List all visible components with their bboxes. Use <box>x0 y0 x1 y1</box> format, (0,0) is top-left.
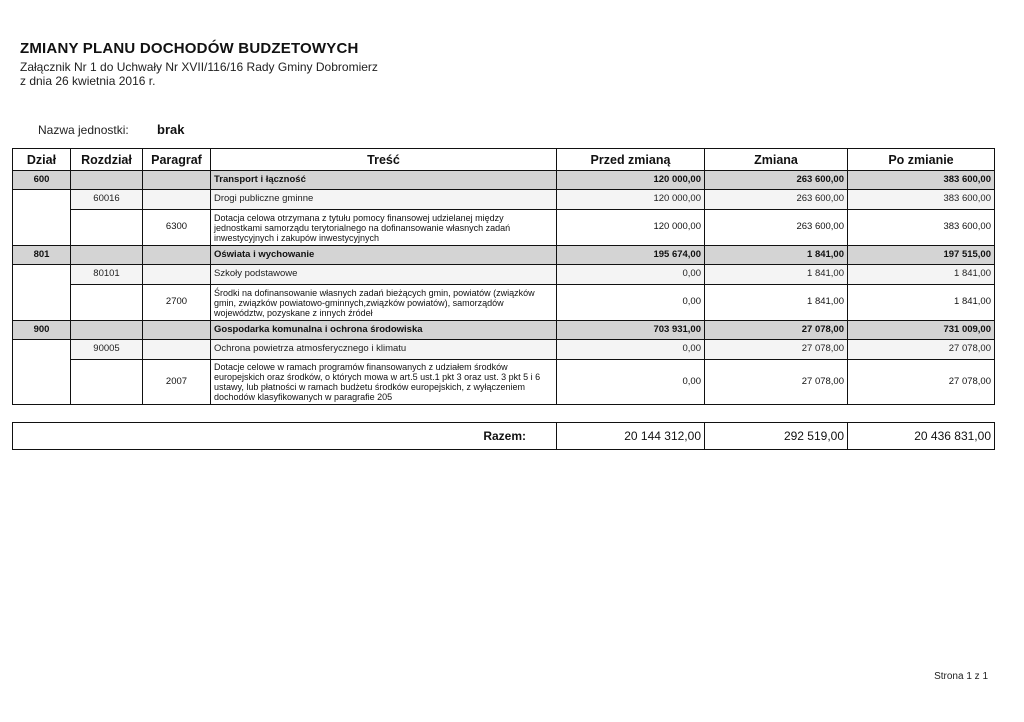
cell-zmiana: 1 841,00 <box>705 265 848 285</box>
cell-paragraf: 2700 <box>143 285 211 321</box>
document-header <box>20 40 378 88</box>
table-row-rozdzial <box>13 340 995 360</box>
cell-paragraf: 6300 <box>143 210 211 246</box>
cell-zmiana: 27 078,00 <box>705 340 848 360</box>
table-row-paragraf <box>13 285 995 321</box>
cell-zmiana: 1 841,00 <box>705 285 848 321</box>
cell-paragraf: 2007 <box>143 360 211 405</box>
cell-przed: 120 000,00 <box>557 210 705 246</box>
col-header-po: Po zmianie <box>848 149 995 171</box>
cell-zmiana: 263 600,00 <box>705 210 848 246</box>
document-title: ZMIANY PLANU DOCHODÓW BUDZETOWYCH <box>20 40 359 57</box>
cell-przed: 0,00 <box>557 285 705 321</box>
cell-dzial: 801 <box>13 246 71 265</box>
table-row-paragraf <box>13 210 995 246</box>
cell-po: 1 841,00 <box>848 285 995 321</box>
cell-zmiana: 27 078,00 <box>705 360 848 405</box>
cell-przed: 120 000,00 <box>557 171 705 190</box>
cell-przed: 0,00 <box>557 265 705 285</box>
document-subtitle-resolution: Załącznik Nr 1 do Uchwały Nr XVII/116/16 Rady Gminy Dobromierz <box>20 60 378 74</box>
col-header-zmiana: Zmiana <box>705 149 848 171</box>
cell-po: 1 841,00 <box>848 265 995 285</box>
cell-przed: 120 000,00 <box>557 190 705 210</box>
table-row-rozdzial <box>13 265 995 285</box>
cell-zmiana: 263 600,00 <box>705 190 848 210</box>
cell-po: 383 600,00 <box>848 171 995 190</box>
total-zmiana: 292 519,00 <box>705 423 848 450</box>
cell-tresc: Transport i łączność <box>211 171 557 190</box>
col-header-tresc: Treść <box>211 149 557 171</box>
cell-przed: 703 931,00 <box>557 321 705 340</box>
col-header-dzial: Dział <box>13 149 71 171</box>
cell-dzial: 900 <box>13 321 71 340</box>
cell-przed: 0,00 <box>557 360 705 405</box>
cell-rozdzial: 60016 <box>71 190 143 210</box>
cell-po: 27 078,00 <box>848 340 995 360</box>
table-row-dzial <box>13 171 995 190</box>
cell-tresc: Dotacje celowe w ramach programów finansowanych z udziałem środków europejskich oraz środków, o których mowa w art.5 ust.1 pkt 3 oraz ust. 3 pkt 5 i 6 ustawy, lub płatności w ramach budżetu środków europejskich, z wyłączeniem dochodów klasyfikowanych w paragrafie 205 <box>211 360 557 405</box>
cell-tresc: Gospodarka komunalna i ochrona środowiska <box>211 321 557 340</box>
cell-tresc: Środki na dofinansowanie własnych zadań bieżących gmin, powiatów (związków gmin, związków powiatowo-gminnych,związków powiatów), samorządów województw, pozyskane z innych źródeł <box>211 285 557 321</box>
cell-rozdzial: 80101 <box>71 265 143 285</box>
total-table <box>12 422 995 450</box>
col-header-paragraf: Paragraf <box>143 149 211 171</box>
cell-zmiana: 263 600,00 <box>705 171 848 190</box>
total-przed: 20 144 312,00 <box>557 423 705 450</box>
table-header-row <box>13 149 995 171</box>
table-row-dzial <box>13 246 995 265</box>
cell-po: 383 600,00 <box>848 210 995 246</box>
col-header-przed: Przed zmianą <box>557 149 705 171</box>
cell-po: 197 515,00 <box>848 246 995 265</box>
cell-po: 731 009,00 <box>848 321 995 340</box>
unit-label: Nazwa jednostki: <box>38 123 129 137</box>
unit-value: brak <box>157 122 185 137</box>
page-number: Strona 1 z 1 <box>934 671 988 682</box>
table-row-paragraf <box>13 360 995 405</box>
document-subtitle-date: z dnia 26 kwietnia 2016 r. <box>20 74 156 88</box>
cell-tresc: Szkoły podstawowe <box>211 265 557 285</box>
cell-tresc: Dotacja celowa otrzymana z tytułu pomocy finansowej udzielanej między jednostkami samorządu terytorialnego na dofinansowanie własnych zadań inwestycyjnych i zakupów inwestycyjnych <box>211 210 557 246</box>
total-po: 20 436 831,00 <box>848 423 995 450</box>
cell-zmiana: 1 841,00 <box>705 246 848 265</box>
cell-przed: 0,00 <box>557 340 705 360</box>
cell-przed: 195 674,00 <box>557 246 705 265</box>
budget-table <box>12 148 995 405</box>
cell-zmiana: 27 078,00 <box>705 321 848 340</box>
cell-tresc: Ochrona powietrza atmosferycznego i klimatu <box>211 340 557 360</box>
col-header-rozdzial: Rozdział <box>71 149 143 171</box>
total-label: Razem: <box>13 423 557 450</box>
cell-rozdzial: 90005 <box>71 340 143 360</box>
cell-tresc: Oświata i wychowanie <box>211 246 557 265</box>
cell-dzial: 600 <box>13 171 71 190</box>
cell-po: 383 600,00 <box>848 190 995 210</box>
table-row-rozdzial <box>13 190 995 210</box>
cell-tresc: Drogi publiczne gminne <box>211 190 557 210</box>
total-row <box>13 423 995 450</box>
table-row-dzial <box>13 321 995 340</box>
cell-po: 27 078,00 <box>848 360 995 405</box>
